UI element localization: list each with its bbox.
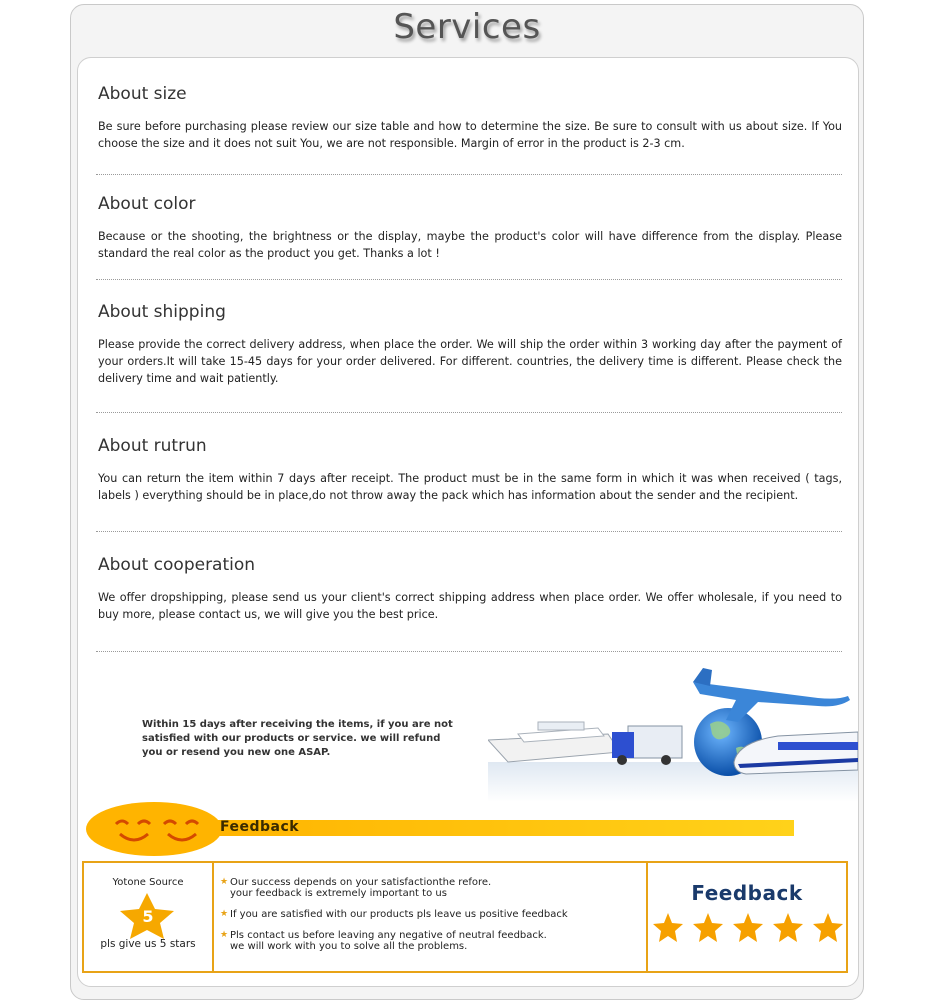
section-text: Please provide the correct delivery address, when place the order. We will ship the order within 3 working day after the payment of your orders.It will take 15-45 days for your order delivered. For different. countries, the delivery time is different. Please check the delivery time and wait patiently. <box>98 338 842 385</box>
source-rating-cell <box>84 863 214 971</box>
section-shipping <box>98 302 842 387</box>
feedback-rating-cell <box>648 863 846 971</box>
section-heading: About shipping <box>98 302 226 322</box>
divider <box>96 412 842 413</box>
divider <box>96 174 842 175</box>
list-item <box>220 877 642 899</box>
divider <box>96 651 842 652</box>
star-icon <box>773 913 803 942</box>
divider <box>96 531 842 532</box>
feedback-title: Feedback <box>691 881 803 905</box>
divider <box>96 279 842 280</box>
section-text: You can return the item within 7 days after receipt. The product must be in the same form in which it was when received ( tags, labels ) everything should be in place,do not throw away the pack which has information about the sender and the recipient. <box>98 472 842 502</box>
star-bullet-icon: ★ <box>220 909 229 919</box>
refund-note: Within 15 days after receiving the items, if you are not satisfied with our products or service. we will refund you or resend you new one ASAP. <box>142 719 453 758</box>
section-cooperation <box>98 555 842 623</box>
section-heading: About size <box>98 84 187 104</box>
feedback-points <box>220 877 642 962</box>
page-title: Services <box>393 7 541 47</box>
feedback-banner-label: Feedback <box>220 819 300 835</box>
smiley-face-icon <box>86 802 222 856</box>
star-icon <box>693 913 723 942</box>
feedback-banner <box>86 800 796 858</box>
star-bullet-icon: ★ <box>220 930 229 940</box>
source-note: pls give us 5 stars <box>100 938 196 950</box>
feedback-box <box>82 861 848 973</box>
section-text: Be sure before purchasing please review our size table and how to determine the size. Be sure to consult with us about size. If You choose the size and it does not suit You, we are not responsible. Margin of error in the product is 2-3 cm. <box>98 120 842 150</box>
star-bullet-icon: ★ <box>220 877 229 887</box>
star-icon <box>653 913 683 942</box>
source-name: Yotone Source <box>112 877 184 888</box>
point-text: Pls contact us before leaving any negative of neutral feedback. we will work with you to solve all the problems. <box>230 930 547 952</box>
star-icon <box>733 913 763 942</box>
list-item <box>220 909 642 920</box>
section-heading: About color <box>98 194 196 214</box>
list-item <box>220 930 642 952</box>
section-size <box>98 84 842 152</box>
section-text: We offer dropshipping, please send us your client's correct shipping address when place order. We offer wholesale, if you need to buy more, please contact us, we will give you the best price. <box>98 591 842 621</box>
feedback-points-cell <box>214 863 648 971</box>
point-text: Our success depends on your satisfactionthe refore. your feedback is extremely important to us <box>230 877 492 899</box>
section-heading: About rutrun <box>98 436 207 456</box>
star-number: 5 <box>142 907 154 926</box>
ship-icon <box>488 722 620 762</box>
section-return <box>98 436 842 504</box>
truck-icon <box>612 726 682 765</box>
shipping-transport-illustration <box>488 662 858 802</box>
section-heading: About cooperation <box>98 555 256 575</box>
section-color <box>98 194 842 262</box>
five-star-rating <box>652 911 846 945</box>
section-text: Because or the shooting, the brightness or the display, maybe the product's color will have difference from the display. Please standard the real color as the product you get. Thanks a lot ! <box>98 230 842 260</box>
star-icon <box>813 913 843 942</box>
point-text: If you are satisfied with our products pls leave us positive feedback <box>230 909 568 920</box>
